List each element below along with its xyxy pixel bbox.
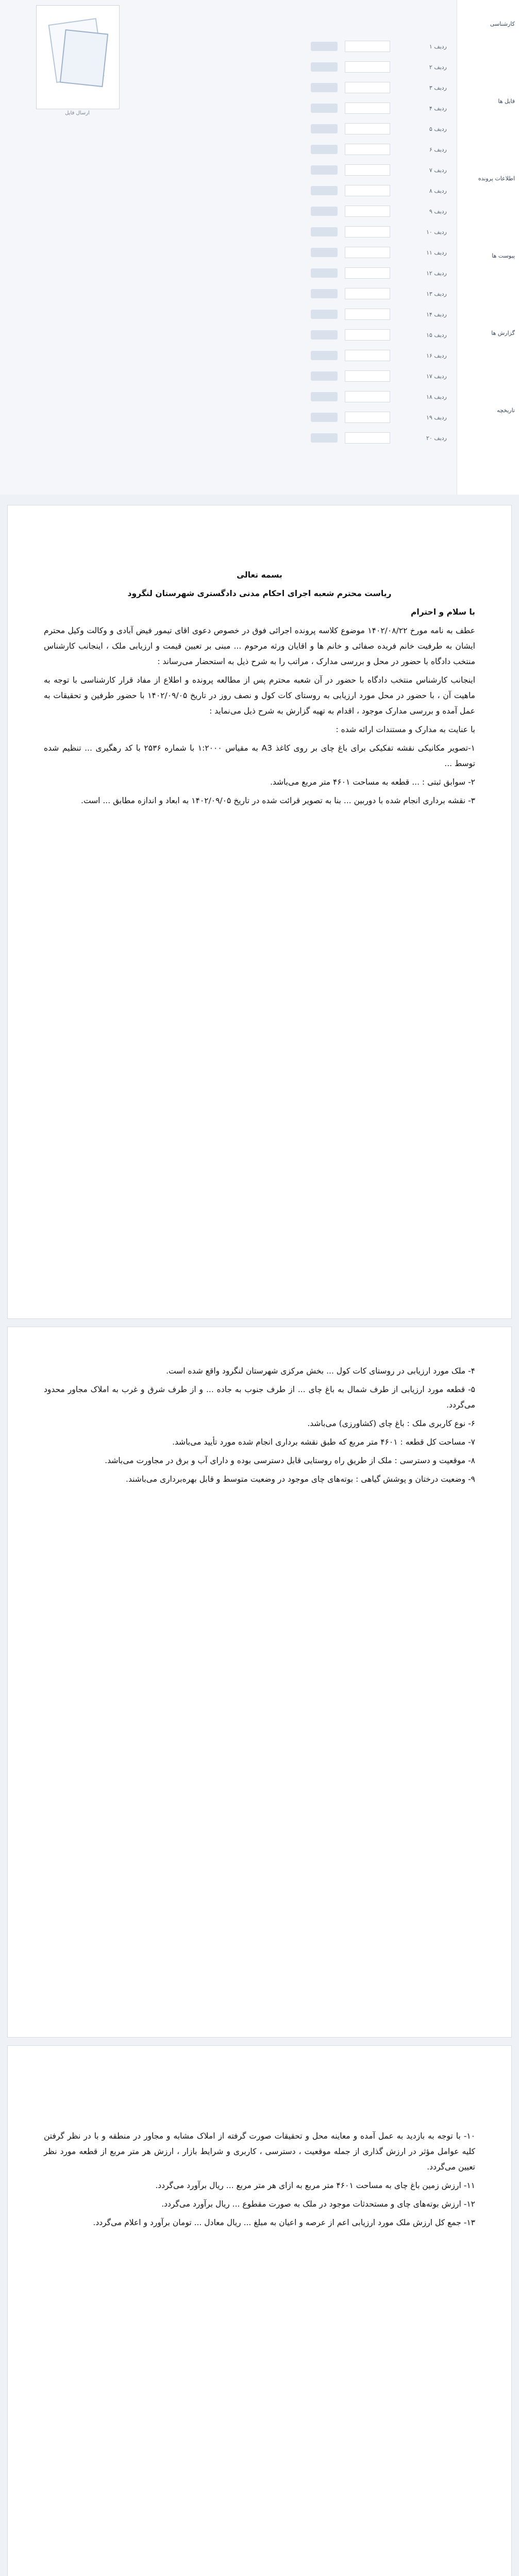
row-button[interactable] bbox=[311, 310, 338, 319]
form-row bbox=[55, 222, 447, 242]
row-input[interactable] bbox=[345, 103, 390, 114]
row-input[interactable] bbox=[345, 61, 390, 73]
row-label: ردیف ۶ bbox=[429, 146, 447, 153]
form-row bbox=[55, 201, 447, 222]
form-row bbox=[55, 57, 447, 77]
top-panel bbox=[0, 0, 519, 495]
row-button[interactable] bbox=[311, 330, 338, 340]
row-input[interactable] bbox=[345, 185, 390, 196]
page3-body bbox=[44, 2128, 475, 2230]
doc-page-3 bbox=[7, 2045, 512, 2576]
row-input[interactable] bbox=[345, 247, 390, 258]
doc-paragraph: ۵- قطعه مورد ارزیابی از طرف شمال به باغ چای ... از طرف جنوب به جاده ... و از طرف شرق و غرب به املاک مجاور محدود می‌گردد. bbox=[44, 1385, 475, 1410]
row-button[interactable] bbox=[311, 42, 338, 51]
doc-paragraph: ۴- ملک مورد ارزیابی در روستای کات کول ... بخش مرکزی شهرستان لنگرود واقع شده است. bbox=[166, 1366, 475, 1376]
sidebar-item[interactable]: فایل ها bbox=[498, 98, 515, 105]
row-input[interactable] bbox=[345, 123, 390, 134]
row-button[interactable] bbox=[311, 165, 338, 175]
upload-caption: ارسال فایل bbox=[65, 110, 90, 116]
form-row bbox=[55, 98, 447, 118]
row-label: ردیف ۱ bbox=[429, 43, 447, 50]
row-button[interactable] bbox=[311, 83, 338, 92]
doc-page-2 bbox=[7, 1327, 512, 2038]
form-row bbox=[55, 366, 447, 386]
sidebar-item[interactable]: گزارش ها bbox=[491, 330, 515, 336]
row-button[interactable] bbox=[311, 104, 338, 113]
doc-paragraph: ۷- مساحت کل قطعه : ۴۶۰۱ متر مربع که طبق نقشه برداری انجام شده مورد تأیید می‌باشد. bbox=[172, 1437, 475, 1447]
row-label: ردیف ۳ bbox=[429, 84, 447, 91]
row-input[interactable] bbox=[345, 309, 390, 320]
form-row bbox=[55, 77, 447, 98]
row-input[interactable] bbox=[345, 329, 390, 341]
row-label: ردیف ۴ bbox=[429, 105, 447, 112]
row-label: ردیف ۵ bbox=[429, 125, 447, 132]
form-row bbox=[55, 139, 447, 160]
doc-paragraph: عطف به نامه مورخ ۱۴۰۲/۰۸/۲۲ موضوع کلاسه پرونده اجرائی فوق در خصوص دعوی اقای تیمور فیض آبادی و وکالت وکیل محترم ایشان به طرفیت خانم فریده صفائی و خانم ها و اقایان ورثه مرحوم ... مبنی بر تعیین قیمت و ارزیابی ملک ، اینجانب کارشناس منتخب دادگاه با حضور در محل و بررسی مدارک ، مراتب را به شرح ذیل به استحضار می‌رساند : bbox=[44, 626, 475, 666]
form-row bbox=[55, 36, 447, 57]
sidebar-item[interactable]: پیوست ها bbox=[492, 252, 515, 259]
page2-body bbox=[44, 1363, 475, 1487]
row-input[interactable] bbox=[345, 288, 390, 299]
doc-paragraph: با عنایت به مدارک و مستندات ارائه شده : bbox=[336, 725, 475, 734]
doc-title: بسمه تعالی bbox=[237, 570, 282, 580]
row-label: ردیف ۱۸ bbox=[426, 393, 447, 400]
sidebar-item[interactable]: کارشناسی bbox=[490, 21, 515, 27]
row-label: ردیف ۲۰ bbox=[426, 434, 447, 442]
page1-body bbox=[44, 623, 475, 808]
row-input[interactable] bbox=[345, 41, 390, 52]
row-input[interactable] bbox=[345, 226, 390, 238]
doc-paragraph: ۱۱- ارزش زمین باغ چای به مساحت ۴۶۰۱ متر مربع به ازای هر متر مربع ... ریال برآورد می‌گردد. bbox=[155, 2181, 475, 2190]
form-row bbox=[55, 283, 447, 304]
row-button[interactable] bbox=[311, 433, 338, 443]
row-input[interactable] bbox=[345, 164, 390, 176]
row-button[interactable] bbox=[311, 351, 338, 360]
sidebar bbox=[457, 0, 519, 495]
row-label: ردیف ۱۴ bbox=[426, 311, 447, 318]
form-row bbox=[55, 160, 447, 180]
row-input[interactable] bbox=[345, 350, 390, 361]
row-button[interactable] bbox=[311, 371, 338, 381]
row-label: ردیف ۸ bbox=[429, 187, 447, 194]
row-button[interactable] bbox=[311, 248, 338, 257]
form-row bbox=[55, 386, 447, 407]
row-button[interactable] bbox=[311, 392, 338, 401]
row-label: ردیف ۱۵ bbox=[426, 331, 447, 338]
row-input[interactable] bbox=[345, 82, 390, 93]
row-button[interactable] bbox=[311, 145, 338, 154]
form-row bbox=[55, 345, 447, 366]
doc-paragraph: ۹- وضعیت درختان و پوشش گیاهی : بوته‌های چای موجود در وضعیت متوسط و قابل بهره‌برداری می‌باشند. bbox=[126, 1475, 475, 1484]
form-row bbox=[55, 263, 447, 283]
doc-paragraph: ۶- نوع کاربری ملک : باغ چای (کشاورزی) می‌باشد. bbox=[307, 1419, 475, 1428]
row-input[interactable] bbox=[345, 412, 390, 423]
doc-paragraph: اینجانب کارشناس منتخب دادگاه با حضور در آن شعبه محترم پس از مطالعه پرونده و اطلاع از مفاد قرار کارشناسی با توجه به ماهیت آن ، با حضور در محل مورد ارزیابی به روستای کات کول و نصف روز در تاریخ ۱۴۰۲/۰۹/۰۵ با حضور طرفین و تحقیقات به عمل آمده و بررسی مدارک موجود ، اقدام به تهیه گزارش به شرح ذیل می‌نماید : bbox=[44, 675, 475, 716]
row-button[interactable] bbox=[311, 289, 338, 298]
doc-paragraph: ۱۰- با توجه به بازدید به عمل آمده و معاینه محل و تحقیقات صورت گرفته از املاک مشابه و مجاور در منطقه و با در نظر گرفتن کلیه عوامل مؤثر در ارزش گذاری از جمله موقعیت ، دسترسی ، کاربری و شرایط بازار ، ارزش هر متر مربع از قطعه مورد نظر تعیین می‌گردد. bbox=[44, 2131, 475, 2172]
row-label: ردیف ۲ bbox=[429, 63, 447, 71]
form-row bbox=[55, 180, 447, 201]
row-button[interactable] bbox=[311, 207, 338, 216]
row-input[interactable] bbox=[345, 267, 390, 279]
sidebar-item[interactable]: تاریخچه bbox=[497, 407, 515, 414]
row-label: ردیف ۱۶ bbox=[426, 352, 447, 359]
form-row bbox=[55, 407, 447, 428]
row-button[interactable] bbox=[311, 124, 338, 133]
form-row bbox=[55, 304, 447, 325]
form-row bbox=[55, 118, 447, 139]
row-button[interactable] bbox=[311, 268, 338, 278]
row-label: ردیف ۱۲ bbox=[426, 269, 447, 277]
row-button[interactable] bbox=[311, 413, 338, 422]
row-button[interactable] bbox=[311, 227, 338, 236]
row-label: ردیف ۱۹ bbox=[426, 414, 447, 421]
doc-greeting: با سلام و احترام bbox=[411, 607, 475, 617]
row-input[interactable] bbox=[345, 432, 390, 444]
doc-paragraph: ۳- نقشه برداری انجام شده با دوربین ... بنا به تصویر قرائت شده در تاریخ ۱۴۰۲/۰۹/۰۵ به ابعاد و اندازه مطابق ... است. bbox=[81, 796, 475, 805]
doc-paragraph: ۱۳- جمع کل ارزش ملک مورد ارزیابی اعم از عرصه و اعیان به مبلغ ... ریال معادل ... تومان برآورد و اعلام می‌گردد. bbox=[93, 2218, 475, 2227]
row-input[interactable] bbox=[345, 391, 390, 402]
form-row bbox=[55, 428, 447, 448]
doc-paragraph: ۱-تصویر مکانیکی نقشه تفکیکی برای باغ چای بر روی کاغذ A3 به مقیاس ۱:۲۰۰۰ با شماره ۲۵۳۶ با کد رهگیری ... تنظیم شده توسط ... bbox=[44, 743, 475, 768]
row-label: ردیف ۹ bbox=[429, 208, 447, 215]
row-label: ردیف ۷ bbox=[429, 166, 447, 174]
row-button[interactable] bbox=[311, 62, 338, 72]
doc-heading: ریاست محترم شعبه اجرای احکام مدنی دادگستری شهرستان لنگرود bbox=[127, 589, 392, 598]
sidebar-item[interactable]: اطلاعات پرونده bbox=[478, 175, 515, 182]
row-input[interactable] bbox=[345, 370, 390, 382]
row-label: ردیف ۱۳ bbox=[426, 290, 447, 297]
form-row bbox=[55, 325, 447, 345]
form-rows bbox=[55, 36, 447, 448]
row-input[interactable] bbox=[345, 206, 390, 217]
row-input[interactable] bbox=[345, 144, 390, 155]
row-label: ردیف ۱۰ bbox=[426, 228, 447, 235]
row-label: ردیف ۱۱ bbox=[426, 249, 447, 256]
doc-paragraph: ۱۲- ارزش بوته‌های چای و مستحدثات موجود در ملک به صورت مقطوع ... ریال برآورد می‌گردد. bbox=[161, 2199, 475, 2209]
doc-paragraph: ۲- سوابق ثبتی : ... قطعه به مساحت ۴۶۰۱ متر مربع می‌باشد. bbox=[270, 777, 475, 787]
row-label: ردیف ۱۷ bbox=[426, 372, 447, 380]
doc-paragraph: ۸- موقعیت و دسترسی : ملک از طریق راه روستایی قابل دسترسی بوده و دارای آب و برق در مجاورت می‌باشد. bbox=[105, 1456, 475, 1465]
form-row bbox=[55, 242, 447, 263]
doc-page-1 bbox=[7, 505, 512, 1319]
row-button[interactable] bbox=[311, 186, 338, 195]
